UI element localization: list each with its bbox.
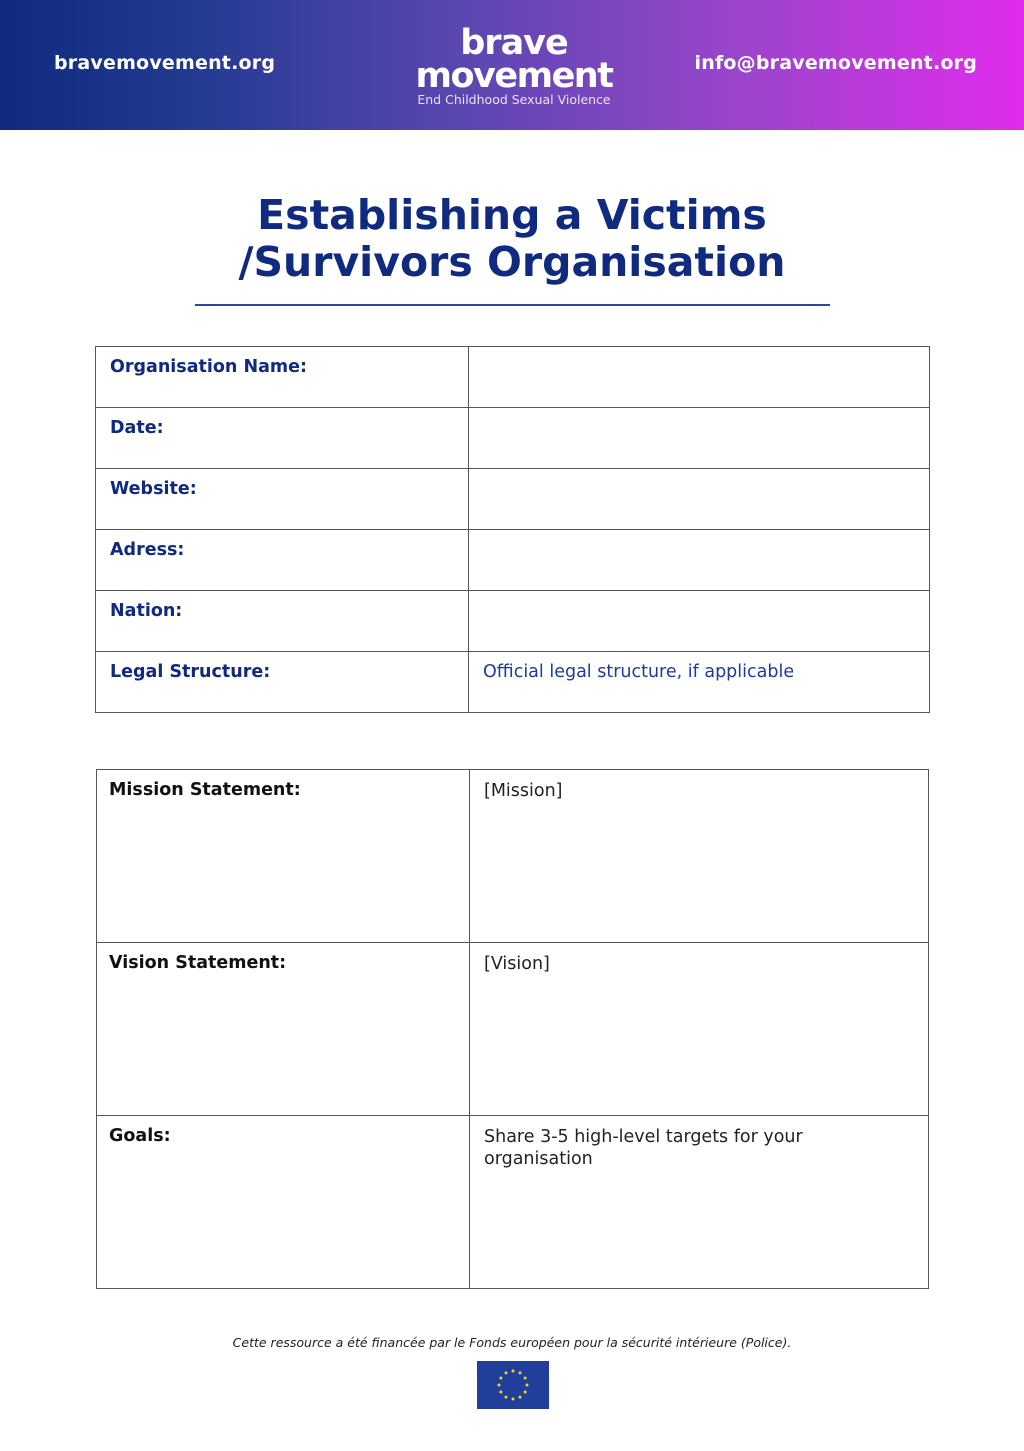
table-row: [96, 408, 930, 469]
nation-label: Nation:: [96, 591, 469, 652]
eu-flag-icon: [477, 1361, 549, 1409]
table-row: [97, 1116, 929, 1289]
eu-star-icon: [498, 1384, 501, 1387]
eu-star-icon: [524, 1391, 527, 1394]
eu-star-icon: [505, 1396, 508, 1399]
nation-field[interactable]: [469, 591, 930, 652]
header-website[interactable]: bravemovement.org: [54, 52, 276, 74]
address-label: Adress:: [96, 530, 469, 591]
organisation-name-field[interactable]: [469, 347, 930, 408]
logo-tagline: End Childhood Sexual Violence: [417, 92, 611, 107]
website-label: Website:: [96, 469, 469, 530]
eu-star-icon: [519, 1396, 522, 1399]
date-field[interactable]: [469, 408, 930, 469]
title-line-1: Establishing a Victims: [257, 191, 767, 239]
goals-label: Goals:: [97, 1116, 470, 1289]
eu-star-icon: [505, 1371, 508, 1374]
vision-statement-label: Vision Statement:: [97, 943, 470, 1116]
eu-star-icon: [524, 1377, 527, 1380]
header-email[interactable]: info@bravemovement.org: [694, 52, 977, 74]
goals-field[interactable]: Share 3-5 high-level targets for your organisation: [470, 1116, 929, 1289]
vision-statement-field[interactable]: [Vision]: [470, 943, 929, 1116]
page-header: [0, 0, 1024, 130]
table-row: [97, 770, 929, 943]
brave-movement-logo: [414, 23, 614, 116]
organisation-name-label: Organisation Name:: [96, 347, 469, 408]
mission-statement-field[interactable]: [Mission]: [470, 770, 929, 943]
website-field[interactable]: [469, 469, 930, 530]
mission-statement-label: Mission Statement:: [97, 770, 470, 943]
funding-note: Cette ressource a été financée par le Fonds européen pour la sécurité intérieure (Police).: [232, 1335, 792, 1350]
eu-star-icon: [512, 1370, 515, 1373]
table-row: [96, 652, 930, 713]
organisation-details-table: [95, 346, 930, 713]
eu-star-icon: [526, 1384, 529, 1387]
title-underline: [195, 304, 830, 306]
logo-line-1: brave: [460, 23, 568, 63]
page-title: [0, 192, 1024, 286]
table-row: [96, 469, 930, 530]
table-row: [96, 591, 930, 652]
address-field[interactable]: [469, 530, 930, 591]
table-row: [96, 530, 930, 591]
legal-structure-field[interactable]: Official legal structure, if applicable: [469, 652, 930, 713]
title-line-2: /Survivors Organisation: [238, 238, 786, 286]
eu-star-icon: [519, 1371, 522, 1374]
statements-table: [96, 769, 929, 1289]
legal-structure-label: Legal Structure:: [96, 652, 469, 713]
table-row: [97, 943, 929, 1116]
eu-star-icon: [512, 1398, 515, 1401]
logo-line-2: movement: [415, 56, 613, 96]
eu-star-icon: [499, 1377, 502, 1380]
eu-star-icon: [499, 1391, 502, 1394]
date-label: Date:: [96, 408, 469, 469]
table-row: [96, 347, 930, 408]
